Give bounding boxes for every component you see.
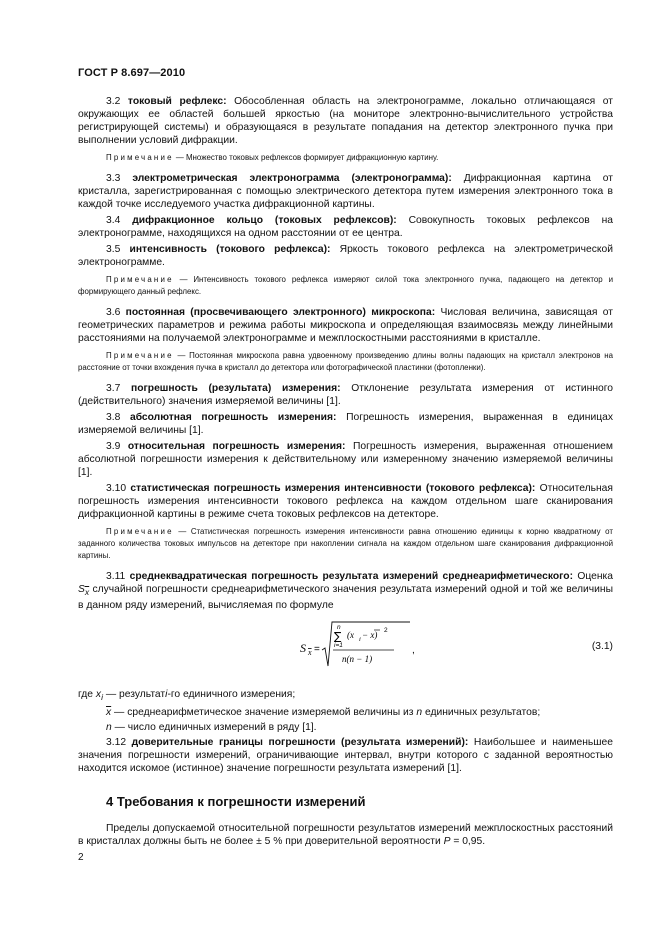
term-title: абсолютная погрешность измерения: bbox=[129, 412, 337, 423]
term-title: электрометрическая электронограмма (электронограмма): bbox=[132, 173, 452, 184]
note-text: — Статистическая погрешность измерения интенсивности равна отношению единицы к корню квадратному от заданного количества токовых импульсов на детекторе при накоплении сигнала на каждом отдельном шаге сканирования дифракционной картины. bbox=[78, 527, 613, 560]
note-text: — Постоянная микроскопа равна удвоенному произведению длины волны падающих на кристалл электронов на расстояние от точки вхождения пучка в кристалл до детектора или фотографической пластинки (фотопленки). bbox=[78, 351, 613, 372]
term-3-2 bbox=[78, 95, 613, 147]
section-4-text: Пределы допускаемой относительной погрешности результатов измерений межплоскостных расстояний в кристаллах должны быть не более ± 5 % при доверительной вероятности P = 0,95. bbox=[78, 823, 613, 848]
note-1 bbox=[78, 152, 613, 164]
term-title: интенсивность (токового рефлекса): bbox=[129, 244, 331, 255]
section-4-title: 4 Требования к погрешности измерений bbox=[106, 794, 366, 810]
formula-lhs: S bbox=[300, 641, 306, 656]
term-3-3 bbox=[78, 172, 613, 211]
formula-denominator: n(n − 1) bbox=[342, 654, 373, 665]
equation-number: (3.1) bbox=[591, 641, 613, 653]
formula-lhs-sub: x bbox=[308, 648, 312, 658]
term-definition: Погрешность измерения, выраженная в единицах измеряемой величины [1]. bbox=[78, 412, 613, 436]
note-text: — Множество токовых рефлексов формирует дифракционную картину. bbox=[175, 153, 439, 162]
term-definition: Обособленная область на электронограмме, локально отличающаяся от окружающих ее областей большей яркостью (на мониторе электронно-вычислительного устройства регистрирующей системы) и образующаяся в результате попадания на детектор электронного пучка при выполнении условий дифракции. bbox=[78, 96, 613, 146]
term-definition: Отклонение результата измерения от истинного (действительного) значения измеряемой величины [1]. bbox=[78, 383, 613, 407]
term-3-5 bbox=[78, 243, 613, 269]
note-label: Примечание bbox=[106, 275, 174, 284]
term-number: 3.7 bbox=[106, 383, 121, 394]
formula-sum-sign: ∑ bbox=[334, 630, 342, 644]
term-number: 3.9 bbox=[106, 441, 121, 452]
term-number: 3.6 bbox=[106, 307, 121, 318]
term-3-6 bbox=[78, 306, 613, 345]
term-title: дифракционное кольцо (токовых рефлексов): bbox=[132, 215, 397, 226]
term-3-7 bbox=[78, 382, 613, 408]
term-number: 3.5 bbox=[106, 244, 121, 255]
term-3-12 bbox=[78, 736, 613, 775]
formula-graphic bbox=[300, 620, 420, 676]
term-number: 3.3 bbox=[106, 173, 121, 184]
term-3-8 bbox=[78, 411, 613, 437]
formula-numerator-sub: i bbox=[359, 636, 361, 644]
formula-numerator-term: (x bbox=[347, 630, 354, 641]
term-3-11 bbox=[78, 570, 613, 612]
term-title: погрешность (результата) измерения: bbox=[130, 383, 341, 394]
formula-comma: , bbox=[412, 645, 415, 657]
term-number: 3.8 bbox=[106, 412, 121, 423]
term-definition-start: Оценка bbox=[577, 571, 613, 582]
page-number: 2 bbox=[78, 852, 84, 863]
where-line-3: n — число единичных измерений в ряду [1]. bbox=[106, 722, 317, 734]
formula-numerator-rest: − x) bbox=[362, 630, 378, 641]
note-text: — Интенсивность токового рефлекса измеряют силой тока электронного пучка, падающего на детектор и формирующего данный рефлекс. bbox=[78, 275, 613, 296]
note-4 bbox=[78, 526, 613, 562]
where-line-2: $\overline{x}$ — среднеарифметическое значение измеряемой величины из n единичных результатов; bbox=[106, 707, 541, 719]
term-title: статистическая погрешность измерения интенсивности (токового рефлекса): bbox=[130, 483, 536, 494]
where-line-1: где $x_i$ — результатi-го единичного измерения; bbox=[78, 689, 296, 703]
formula-equals: = bbox=[314, 644, 320, 656]
term-definition: Яркость токового рефлекса на электрометрической электронограмме. bbox=[78, 244, 613, 268]
formula-exponent: 2 bbox=[384, 627, 388, 635]
term-title: доверительные границы погрешности (результата измерений): bbox=[131, 737, 469, 749]
term-definition: Числовая величина, зависящая от геометрических параметров и режима работы микроскопа и определяющая взаимосвязь между линейными расстояниями на получаемой электронограмме и межплоскостными расстояниями в кристалле. bbox=[78, 307, 613, 344]
term-definition: Наибольшее и наименьшее значения погрешности измерений, ограничивающие интервал, внутри которого с заданной вероятностью находится искомое (истинное) значение погрешности результата измерений [1]. bbox=[78, 737, 613, 775]
term-title: среднеквадратическая погрешность результата измерений среднеарифметического: bbox=[129, 571, 573, 582]
term-title: относительная погрешность измерения: bbox=[127, 441, 346, 452]
term-definition: случайной погрешности среднеарифметического значения результата измерений одной и той же величины в данном ряду измерений, вычисляемая по формуле bbox=[78, 584, 613, 612]
note-label: Примечание bbox=[106, 153, 174, 162]
document-body bbox=[78, 95, 613, 851]
formula-sum-bottom: i=1 bbox=[334, 642, 343, 650]
term-definition: Относительная погрешность измерения интенсивности токового рефлекса на каждом отдельном шаге сканирования дифракционной картины в режиме счета токовых рефлексов на детекторе. bbox=[78, 483, 613, 520]
note-label: Примечание bbox=[106, 527, 174, 536]
term-number: 3.4 bbox=[106, 215, 121, 226]
term-title: токовый рефлекс: bbox=[127, 96, 227, 107]
s-subscript: x bbox=[84, 587, 90, 598]
term-number: 3.12 bbox=[106, 737, 127, 749]
note-2 bbox=[78, 274, 613, 298]
note-label: Примечание bbox=[106, 351, 174, 360]
term-number: 3.2 bbox=[106, 96, 121, 107]
term-3-10 bbox=[78, 482, 613, 521]
term-definition: Совокупность токовых рефлексов на электронограмме, находящихся на одном расстоянии от ее центра. bbox=[78, 215, 613, 239]
note-3 bbox=[78, 350, 613, 374]
s-symbol: $S_{\overline{x}}$ bbox=[78, 584, 90, 598]
term-title: постоянная (просвечивающего электронного) микроскопа: bbox=[125, 307, 436, 318]
formula-3-1 bbox=[78, 616, 613, 682]
formula-sum-top: n bbox=[337, 624, 341, 632]
document-header: ГОСТ Р 8.697—2010 bbox=[78, 67, 186, 79]
term-definition: Погрешность измерения, выраженная отношением абсолютной погрешности измерения к действительному или измеренному значению измеряемой величины [1]. bbox=[78, 441, 613, 478]
term-3-4 bbox=[78, 214, 613, 240]
term-definition: Дифракционная картина от кристалла, зарегистрированная с помощью электрического детектора путем измерения электронного тока в каждой точке исследуемого участка дифракционной картины. bbox=[78, 173, 613, 210]
term-number: 3.10 bbox=[106, 483, 127, 494]
term-number: 3.11 bbox=[106, 571, 126, 582]
term-3-9 bbox=[78, 440, 613, 479]
